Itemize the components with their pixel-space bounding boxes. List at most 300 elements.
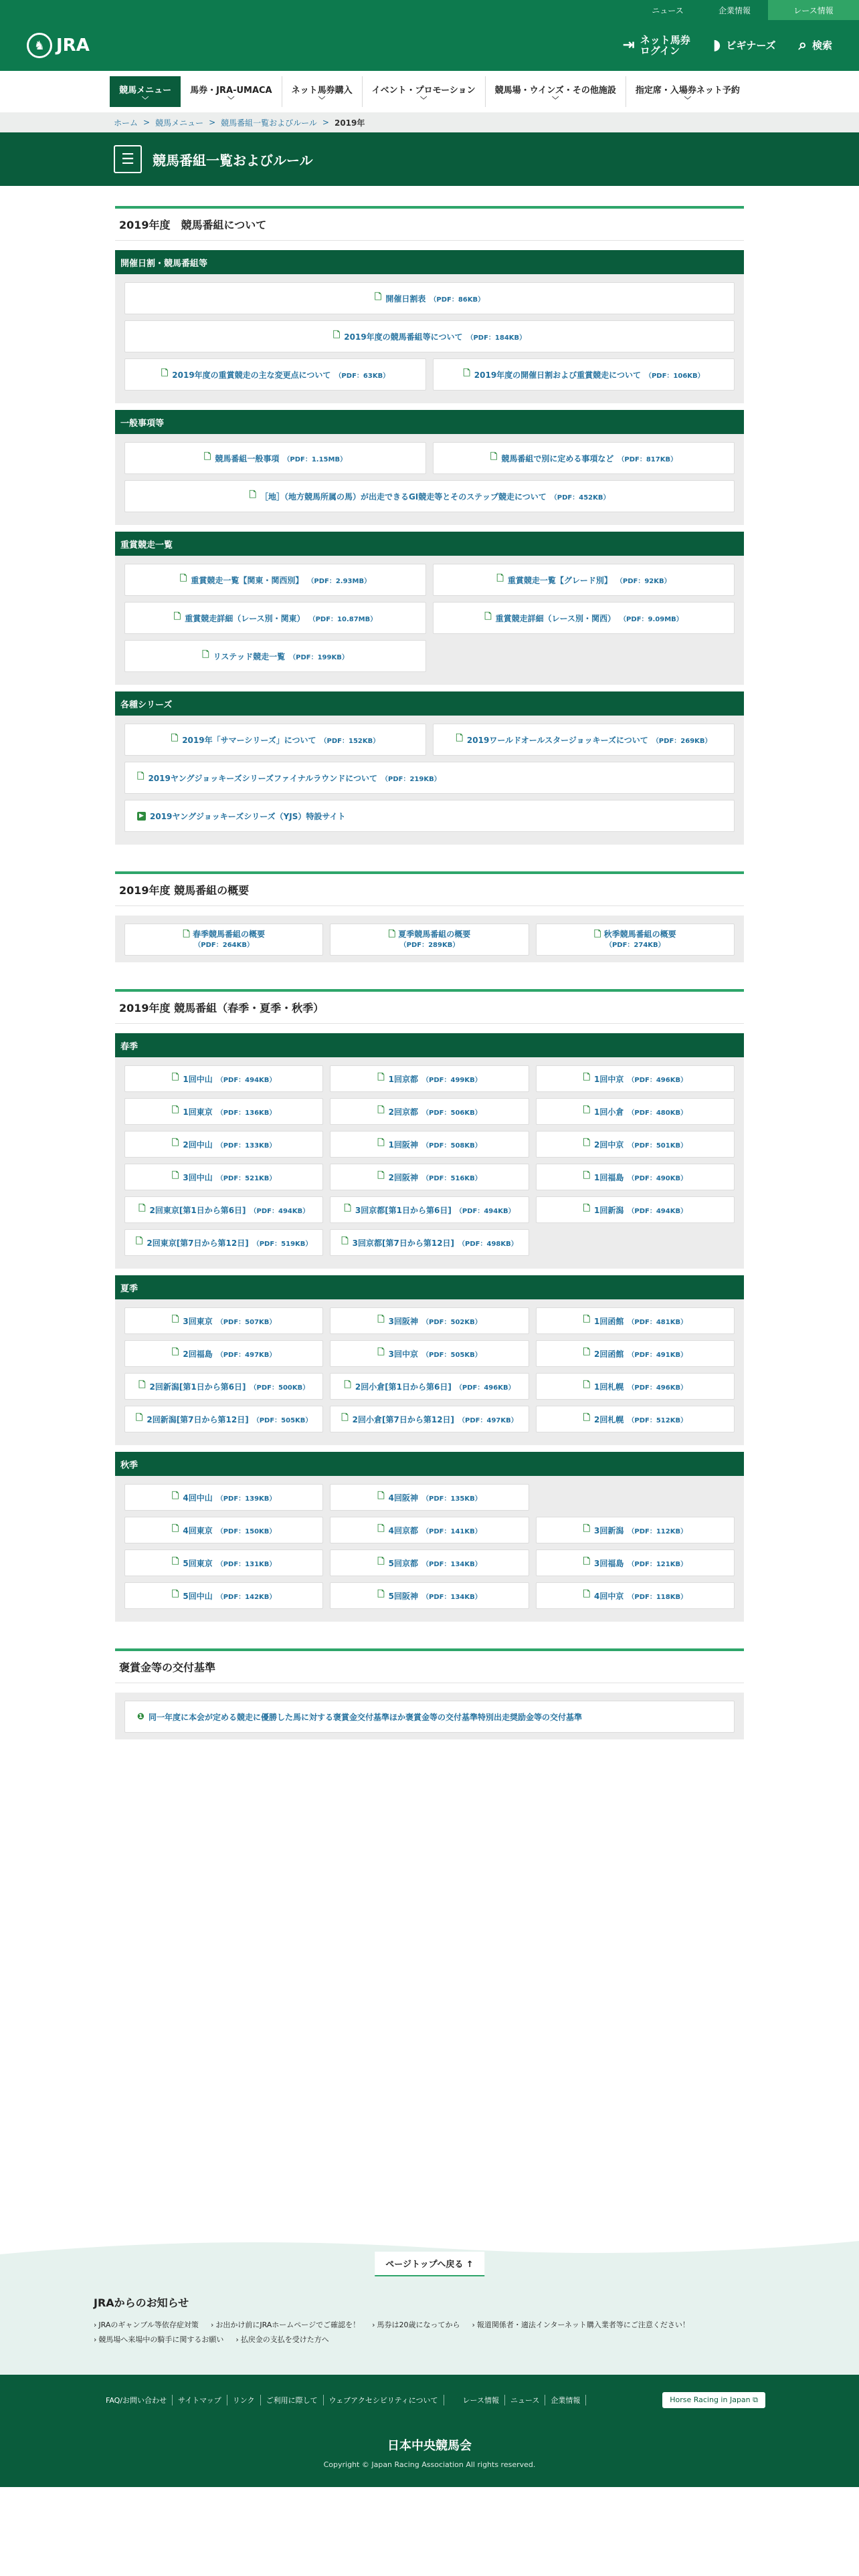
pdf-link[interactable]	[124, 1549, 323, 1576]
pdf-icon: 🗋	[332, 330, 341, 340]
pdf-link[interactable]	[330, 1549, 529, 1576]
notice-block	[94, 2294, 765, 2345]
link-label: リステッド競走一覧	[213, 651, 286, 661]
file-size: （PDF：508KB）	[422, 1142, 482, 1150]
footer-notice-area	[0, 2254, 859, 2375]
link-label: 3回阪神	[388, 1316, 419, 1326]
file-size: （PDF：512KB）	[628, 1416, 688, 1424]
pdf-icon: 🗋	[496, 574, 504, 584]
pdf-link[interactable]	[433, 724, 735, 756]
pdf-icon: 🗋	[583, 1348, 591, 1358]
pdf-link[interactable]	[124, 1065, 323, 1092]
pdf-link[interactable]	[124, 1098, 323, 1125]
pdf-link[interactable]	[330, 1517, 529, 1543]
link-label: 1回福島	[594, 1172, 624, 1182]
horse-logo-icon: ♞	[27, 33, 52, 58]
gnav-event-promotion[interactable]	[363, 76, 486, 107]
file-size: （PDF：92KB）	[615, 577, 671, 585]
spring-links	[124, 1065, 735, 1256]
link-label: 1回阪神	[388, 1140, 419, 1150]
link-label: 競馬番組で別に定める事項など	[501, 453, 614, 463]
pdf-link[interactable]	[536, 924, 735, 956]
link-label: 夏季競馬番組の概要	[398, 929, 471, 939]
file-size: （PDF：135KB）	[422, 1495, 482, 1503]
file-size: （PDF：496KB）	[628, 1384, 688, 1392]
pdf-icon: 🗋	[377, 1315, 385, 1325]
pdf-icon: 🗋	[583, 1557, 591, 1567]
box-head: 夏季	[115, 1275, 744, 1299]
link-label: 5回京都	[388, 1558, 419, 1568]
file-size: （PDF：494KB）	[250, 1207, 310, 1215]
link-label: 4回東京	[183, 1525, 213, 1535]
file-size: （PDF：63KB）	[335, 372, 390, 380]
pdf-link[interactable]	[124, 1307, 323, 1334]
box-head: 重賞競走一覧	[115, 532, 744, 556]
footer-link-terms[interactable]: ご利用に際して	[261, 2395, 324, 2405]
file-size: （PDF：494KB）	[628, 1207, 688, 1215]
external-link-icon: ⧉	[753, 2395, 758, 2404]
page-top-label: ページトップへ戻る	[385, 2260, 464, 2270]
link-label: 1回中山	[183, 1074, 213, 1084]
pdf-icon: 🗋	[171, 1524, 179, 1534]
pdf-link[interactable]	[433, 602, 735, 634]
section-title-overview: 2019年度 競馬番組の概要	[115, 871, 744, 906]
beginners-label: ビギナーズ	[726, 39, 776, 51]
link-label: 1回東京	[183, 1107, 213, 1117]
breadcrumb-keiba-menu[interactable]: 競馬メニュー	[155, 118, 204, 128]
pdf-link[interactable]	[124, 1517, 323, 1543]
pdf-icon: 🗋	[583, 1413, 591, 1423]
pdf-link[interactable]	[536, 1065, 735, 1092]
file-size: （PDF：9.09MB）	[619, 615, 683, 623]
pdf-icon: 🗋	[374, 292, 382, 302]
utility-link-race-info[interactable]: レース情報	[768, 0, 859, 20]
link-label: 2回東京[第7日から第12日]	[147, 1238, 249, 1248]
link-label: 重賞競走詳細（レース別・関東）	[185, 613, 305, 623]
link-label: 2019年度の重賞競走の主な変更点について	[172, 370, 331, 380]
notice-link[interactable]: › 報道関係者・適法インターネット購入業者等にご注意ください！	[472, 2319, 690, 2330]
pdf-link[interactable]	[330, 1373, 529, 1400]
link-label: 4回中京	[594, 1591, 624, 1601]
link-label: 2回京都	[388, 1107, 419, 1117]
pdf-link[interactable]	[124, 1229, 323, 1256]
section-title-award: 褒賞金等の交付基準	[115, 1648, 744, 1683]
section-title-seasonal: 2019年度 競馬番組（春季・夏季・秋季）	[115, 989, 744, 1024]
box-head: 各種シリーズ	[115, 691, 744, 716]
pdf-icon: 🗋	[161, 368, 169, 379]
pdf-icon: 🗋	[377, 1491, 385, 1501]
page-top-button[interactable]	[375, 2252, 484, 2276]
file-size: （PDF：121KB）	[628, 1560, 688, 1568]
file-size: （PDF：141KB）	[422, 1527, 482, 1535]
footer-link-accessibility[interactable]: ウェブアクセシビリティについて	[324, 2395, 444, 2405]
login-label: ネット馬券 ログイン	[640, 34, 690, 57]
file-size: （PDF：150KB）	[216, 1527, 276, 1535]
utility-bar	[0, 0, 859, 20]
pdf-link[interactable]	[330, 1098, 529, 1125]
summer-links	[124, 1307, 735, 1432]
pdf-icon: 🗋	[484, 612, 492, 622]
gnav-keiba-menu[interactable]	[110, 76, 181, 107]
pdf-link[interactable]	[124, 320, 735, 352]
pdf-link[interactable]	[536, 1098, 735, 1125]
pdf-link[interactable]	[124, 282, 735, 314]
file-size: （PDF：490KB）	[628, 1174, 688, 1182]
link-label: 2回中京	[594, 1140, 624, 1150]
pdf-icon: 🗋	[583, 1171, 591, 1181]
file-size: （PDF：264KB）	[194, 941, 254, 949]
file-size: （PDF：269KB）	[652, 737, 712, 745]
box-graded-races	[115, 532, 744, 685]
pdf-link[interactable]	[536, 1196, 735, 1223]
chevron-down-icon: ﹀	[227, 97, 235, 104]
pdf-link[interactable]	[330, 1406, 529, 1432]
chevron-down-icon: ﹀	[318, 97, 326, 104]
file-size: （PDF：452KB）	[550, 494, 610, 502]
footer-link-sitemap[interactable]: サイトマップ	[173, 2395, 227, 2405]
search-icon: ⌕	[798, 37, 807, 53]
file-size: （PDF：481KB）	[628, 1318, 688, 1326]
file-size: （PDF：106KB）	[644, 372, 704, 380]
file-size: （PDF：133KB）	[216, 1142, 276, 1150]
list-icon: ☰	[114, 145, 142, 173]
empty-cell	[536, 1484, 735, 1511]
file-size: （PDF：112KB）	[628, 1527, 688, 1535]
pdf-icon: 🗋	[249, 490, 256, 500]
pdf-icon: 🗋	[171, 734, 179, 744]
link-label: 2019ヤングジョッキーズシリーズ（YJS）特設サイト	[150, 811, 346, 821]
box-overview	[115, 916, 744, 962]
pdf-link[interactable]	[433, 442, 735, 474]
link-label: 2019ワールドオールスタージョッキーズについて	[466, 735, 648, 745]
pdf-link[interactable]	[124, 1164, 323, 1190]
gnav-label: イベント・プロモーション	[371, 86, 476, 96]
pdf-icon: 🗋	[583, 1380, 591, 1390]
pdf-icon: 🗋	[377, 1590, 385, 1600]
pdf-link[interactable]	[124, 602, 426, 634]
award-criteria-link[interactable]	[124, 1701, 735, 1733]
breadcrumb-separator: >	[209, 118, 216, 127]
main-content	[115, 186, 744, 1739]
pdf-icon: 🗋	[137, 772, 145, 782]
gnav-baken-umaca[interactable]	[181, 76, 282, 107]
pdf-icon: 🗋	[171, 1315, 179, 1325]
pdf-icon: 🗋	[377, 1171, 385, 1181]
box-head: 一般事項等	[115, 410, 744, 434]
pdf-icon: 🗋	[583, 1138, 591, 1148]
box-general	[115, 410, 744, 525]
pdf-link[interactable]	[330, 1582, 529, 1609]
pdf-icon: 🗋	[583, 1590, 591, 1600]
link-label: 重賞競走詳細（レース別・関西）	[495, 613, 616, 623]
pdf-icon: 🗋	[583, 1204, 591, 1214]
pdf-link[interactable]	[124, 480, 735, 512]
pdf-icon: 🗋	[341, 1413, 349, 1423]
chevron-down-icon: ﹀	[684, 97, 691, 104]
link-label: 2回新潟[第7日から第12日]	[147, 1414, 249, 1424]
gnav-label: 指定席・入場券ネット予約	[635, 86, 740, 96]
pdf-link[interactable]	[124, 762, 735, 794]
pdf-link[interactable]	[124, 442, 426, 474]
pdf-icon: 🗋	[171, 1557, 179, 1567]
file-size: （PDF：152KB）	[320, 737, 380, 745]
file-size: （PDF：505KB）	[422, 1351, 482, 1359]
file-size: （PDF：496KB）	[628, 1076, 688, 1084]
footer-link-faq[interactable]: FAQ/お問い合わせ	[100, 2395, 173, 2405]
pdf-icon: 🗋	[583, 1105, 591, 1115]
file-size: （PDF：10.87MB）	[308, 615, 377, 623]
link-label: 1回小倉	[594, 1107, 624, 1117]
chevron-down-icon: ﹀	[142, 97, 149, 104]
file-size: （PDF：505KB）	[252, 1416, 312, 1424]
link-label: 1回札幌	[594, 1382, 624, 1392]
page-banner	[0, 132, 859, 186]
gnav-label: ネット馬券購入	[291, 86, 353, 96]
pdf-icon: 🗋	[179, 574, 187, 584]
link-label: 2回阪神	[388, 1172, 419, 1182]
jra-logo[interactable]	[27, 33, 90, 58]
link-label: 2019ヤングジョッキーズシリーズファイナルラウンドについて	[148, 773, 377, 783]
box-award	[115, 1693, 744, 1739]
pdf-link[interactable]	[330, 1196, 529, 1223]
pdf-icon: 🗋	[377, 1073, 385, 1083]
box-head: 春季	[115, 1033, 744, 1057]
link-label: 5回東京	[183, 1558, 213, 1568]
link-label: 2回福島	[183, 1349, 213, 1359]
login-arrow-icon: ⇥	[622, 37, 635, 53]
pdf-link[interactable]	[536, 1164, 735, 1190]
pdf-icon: 🗋	[138, 1204, 146, 1214]
file-size: （PDF：516KB）	[422, 1174, 482, 1182]
file-size: （PDF：500KB）	[250, 1384, 310, 1392]
pdf-icon: 🗋	[583, 1315, 591, 1325]
pdf-link[interactable]	[124, 1131, 323, 1158]
link-label: 4回中山	[183, 1493, 213, 1503]
link-label: 2回東京[第1日から第6日]	[149, 1205, 246, 1215]
pdf-icon: 🗋	[583, 1524, 591, 1534]
file-size: （PDF：497KB）	[216, 1351, 276, 1359]
pdf-icon: 🗋	[171, 1491, 179, 1501]
info-circle-icon: ❶	[137, 1711, 145, 1722]
link-label: 2回函館	[594, 1349, 624, 1359]
site-footer	[0, 2375, 859, 2487]
link-label: 2回札幌	[594, 1414, 624, 1424]
pdf-link[interactable]	[124, 924, 323, 956]
pdf-link[interactable]	[536, 1131, 735, 1158]
search-label: 検索	[812, 39, 832, 51]
link-label: 3回京都[第7日から第12日]	[352, 1238, 455, 1248]
pdf-icon: 🗋	[594, 929, 601, 940]
gnav-reserved-seats[interactable]	[626, 76, 749, 107]
box-series	[115, 691, 744, 845]
gnav-label: 競馬場・ウインズ・その他施設	[494, 86, 616, 96]
chevron-down-icon: ﹀	[552, 97, 559, 104]
notice-link[interactable]: › 馬券は20歳になってから	[372, 2319, 460, 2330]
link-label: 5回阪神	[388, 1591, 419, 1601]
section-title-program: 2019年度 競馬番組について	[115, 206, 744, 241]
link-label: 2019年度の開催日割および重賞競走について	[474, 370, 641, 380]
file-size: （PDF：498KB）	[458, 1240, 518, 1248]
pdf-link[interactable]	[330, 1340, 529, 1367]
file-size: （PDF：494KB）	[216, 1076, 276, 1084]
file-size: （PDF：142KB）	[216, 1593, 276, 1601]
pdf-icon: 🗋	[377, 1348, 385, 1358]
pdf-icon: 🗋	[171, 1105, 179, 1115]
notice-link[interactable]: › JRAのギャンブル等依存症対策	[94, 2319, 199, 2330]
pdf-icon: 🗋	[171, 1348, 179, 1358]
pdf-icon: 🗋	[490, 452, 498, 462]
gnav-label: 馬券・JRA-UMACA	[190, 86, 272, 96]
pdf-link[interactable]	[124, 564, 426, 596]
site-header	[0, 20, 859, 71]
pdf-link[interactable]	[124, 1340, 323, 1367]
pdf-link[interactable]	[124, 1582, 323, 1609]
file-size: （PDF：134KB）	[422, 1560, 482, 1568]
file-size: （PDF：521KB）	[216, 1174, 276, 1182]
pdf-icon: 🗋	[341, 1237, 349, 1247]
breadcrumb-current: 2019年	[334, 118, 365, 128]
file-size: （PDF：496KB）	[455, 1384, 515, 1392]
pdf-icon: 🗋	[344, 1204, 351, 1214]
notice-link[interactable]: › 競馬場へ来場中の騎手に関するお願い	[94, 2334, 223, 2345]
copyright: Copyright © Japan Racing Association All rights reserved.	[323, 2460, 536, 2469]
pdf-link[interactable]	[124, 1196, 323, 1223]
breadcrumb-separator: >	[322, 118, 329, 127]
file-size: （PDF：499KB）	[422, 1076, 482, 1084]
pdf-icon: 🗋	[377, 1138, 385, 1148]
pdf-icon: 🗋	[388, 929, 396, 940]
file-size: （PDF：134KB）	[422, 1593, 482, 1601]
pdf-icon: 🗋	[135, 1413, 143, 1423]
link-label: 2019年「サマーシリーズ」について	[182, 735, 316, 745]
gnav-label: 競馬メニュー	[119, 86, 172, 96]
utility-link-news[interactable]: ニュース	[652, 5, 684, 15]
link-label: 2回小倉[第7日から第12日]	[352, 1414, 455, 1424]
link-label: 3回京都[第1日から第6日]	[355, 1205, 452, 1215]
pdf-link[interactable]	[124, 724, 426, 756]
link-label: 4回阪神	[388, 1493, 419, 1503]
pdf-link[interactable]	[330, 1065, 529, 1092]
link-label: ［地］（地方競馬所属の馬）が出走できるGI競走等とそのステップ競走について	[260, 492, 547, 502]
footer-link-race-info[interactable]: レース情報	[458, 2395, 505, 2405]
footer-org-name: 日本中央競馬会	[387, 2439, 472, 2453]
file-size: （PDF：497KB）	[458, 1416, 518, 1424]
arrow-up-icon: ↑	[466, 2260, 474, 2270]
file-size: （PDF：480KB）	[628, 1109, 688, 1117]
pdf-link[interactable]	[124, 358, 426, 391]
net-betting-login-button[interactable]	[622, 35, 690, 56]
link-label: 1回京都	[388, 1074, 419, 1084]
pdf-link[interactable]	[536, 1340, 735, 1367]
box-spring	[115, 1033, 744, 1269]
box-schedule	[115, 250, 744, 403]
breadcrumb-program-list[interactable]: 競馬番組一覧およびルール	[221, 118, 317, 128]
link-label: 重賞競走一覧【グレード別】	[507, 575, 612, 585]
file-size: （PDF：274KB）	[605, 941, 665, 949]
pdf-link[interactable]	[124, 640, 426, 672]
pdf-link[interactable]	[330, 924, 529, 956]
pdf-link[interactable]	[330, 1164, 529, 1190]
pdf-link[interactable]	[536, 1307, 735, 1334]
yjs-site-link[interactable]	[124, 800, 735, 832]
beginner-leaf-icon: ◗	[712, 37, 721, 53]
link-label: 3回中山	[183, 1172, 213, 1182]
file-size: （PDF：501KB）	[628, 1142, 688, 1150]
pdf-icon: 🗋	[583, 1073, 591, 1083]
link-label: 2回新潟[第1日から第6日]	[149, 1382, 246, 1392]
pdf-icon: 🗋	[377, 1105, 385, 1115]
pdf-link[interactable]	[536, 1517, 735, 1543]
notice-link[interactable]: › お出かけ前にJRAホームページでご確認を！	[211, 2319, 360, 2330]
page-title: 競馬番組一覧およびルール	[153, 152, 313, 169]
pdf-link[interactable]	[124, 1406, 323, 1432]
pdf-icon: 🗋	[202, 650, 209, 660]
footer-link-news[interactable]: ニュース	[505, 2395, 545, 2405]
autumn-links	[124, 1484, 735, 1609]
pdf-link[interactable]	[536, 1373, 735, 1400]
horse-racing-in-japan-button[interactable]	[662, 2392, 765, 2408]
box-summer	[115, 1275, 744, 1445]
link-label: 秋季競馬番組の概要	[603, 929, 676, 939]
pdf-link[interactable]	[124, 1484, 323, 1511]
global-nav	[0, 71, 859, 112]
breadcrumb	[0, 112, 859, 132]
breadcrumb-home[interactable]: ホーム	[114, 118, 138, 128]
pdf-icon: 🗋	[463, 368, 470, 379]
pdf-link[interactable]	[124, 1373, 323, 1400]
pdf-link[interactable]	[536, 1582, 735, 1609]
pdf-link[interactable]	[330, 1307, 529, 1334]
file-size: （PDF：86KB）	[430, 296, 485, 304]
file-size: （PDF：118KB）	[628, 1593, 688, 1601]
link-label: 同一年度に本会が定める競走に優勝した馬に対する褒賞金交付基準ほか褒賞金等の交付基準特別出走奨励金等の交付基準	[149, 1712, 583, 1722]
pdf-icon: 🗋	[138, 1380, 146, 1390]
link-label: 競馬番組一般事項	[215, 453, 280, 463]
logo-text: JRA	[56, 35, 90, 56]
link-label: 開催日割表	[385, 294, 426, 304]
link-label: 重賞競走一覧【関東・関西別】	[191, 575, 304, 585]
gnav-facilities[interactable]	[486, 76, 626, 107]
pdf-icon: 🗋	[171, 1138, 179, 1148]
file-size: （PDF：131KB）	[216, 1560, 276, 1568]
utility-link-corporate[interactable]: 企業情報	[718, 5, 751, 15]
pdf-link[interactable]	[330, 1131, 529, 1158]
pdf-link[interactable]	[433, 358, 735, 391]
notice-link[interactable]: › 払戻金の支払を受けた方へ	[235, 2334, 328, 2345]
pdf-link[interactable]	[330, 1229, 529, 1256]
box-autumn	[115, 1452, 744, 1622]
pdf-icon: 🗋	[173, 612, 181, 622]
file-size: （PDF：502KB）	[422, 1318, 482, 1326]
footer-link-links[interactable]: リンク	[227, 2395, 261, 2405]
gnav-net-baken[interactable]	[282, 76, 363, 107]
pdf-link[interactable]	[536, 1549, 735, 1576]
file-size: （PDF：2.93MB）	[307, 577, 371, 585]
file-size: （PDF：507KB）	[216, 1318, 276, 1326]
pdf-link[interactable]	[330, 1484, 529, 1511]
footer-link-corporate[interactable]: 企業情報	[545, 2395, 586, 2405]
file-size: （PDF：519KB）	[252, 1240, 312, 1248]
file-size: （PDF：199KB）	[289, 653, 349, 661]
link-label: 3回中京	[388, 1349, 419, 1359]
beginners-button[interactable]	[712, 37, 776, 53]
pdf-icon: 🗋	[344, 1380, 351, 1390]
file-size: （PDF：184KB）	[466, 334, 527, 342]
pdf-link[interactable]	[536, 1406, 735, 1432]
footer-nav	[100, 2392, 765, 2408]
search-button[interactable]	[798, 37, 832, 53]
pdf-link[interactable]	[433, 564, 735, 596]
